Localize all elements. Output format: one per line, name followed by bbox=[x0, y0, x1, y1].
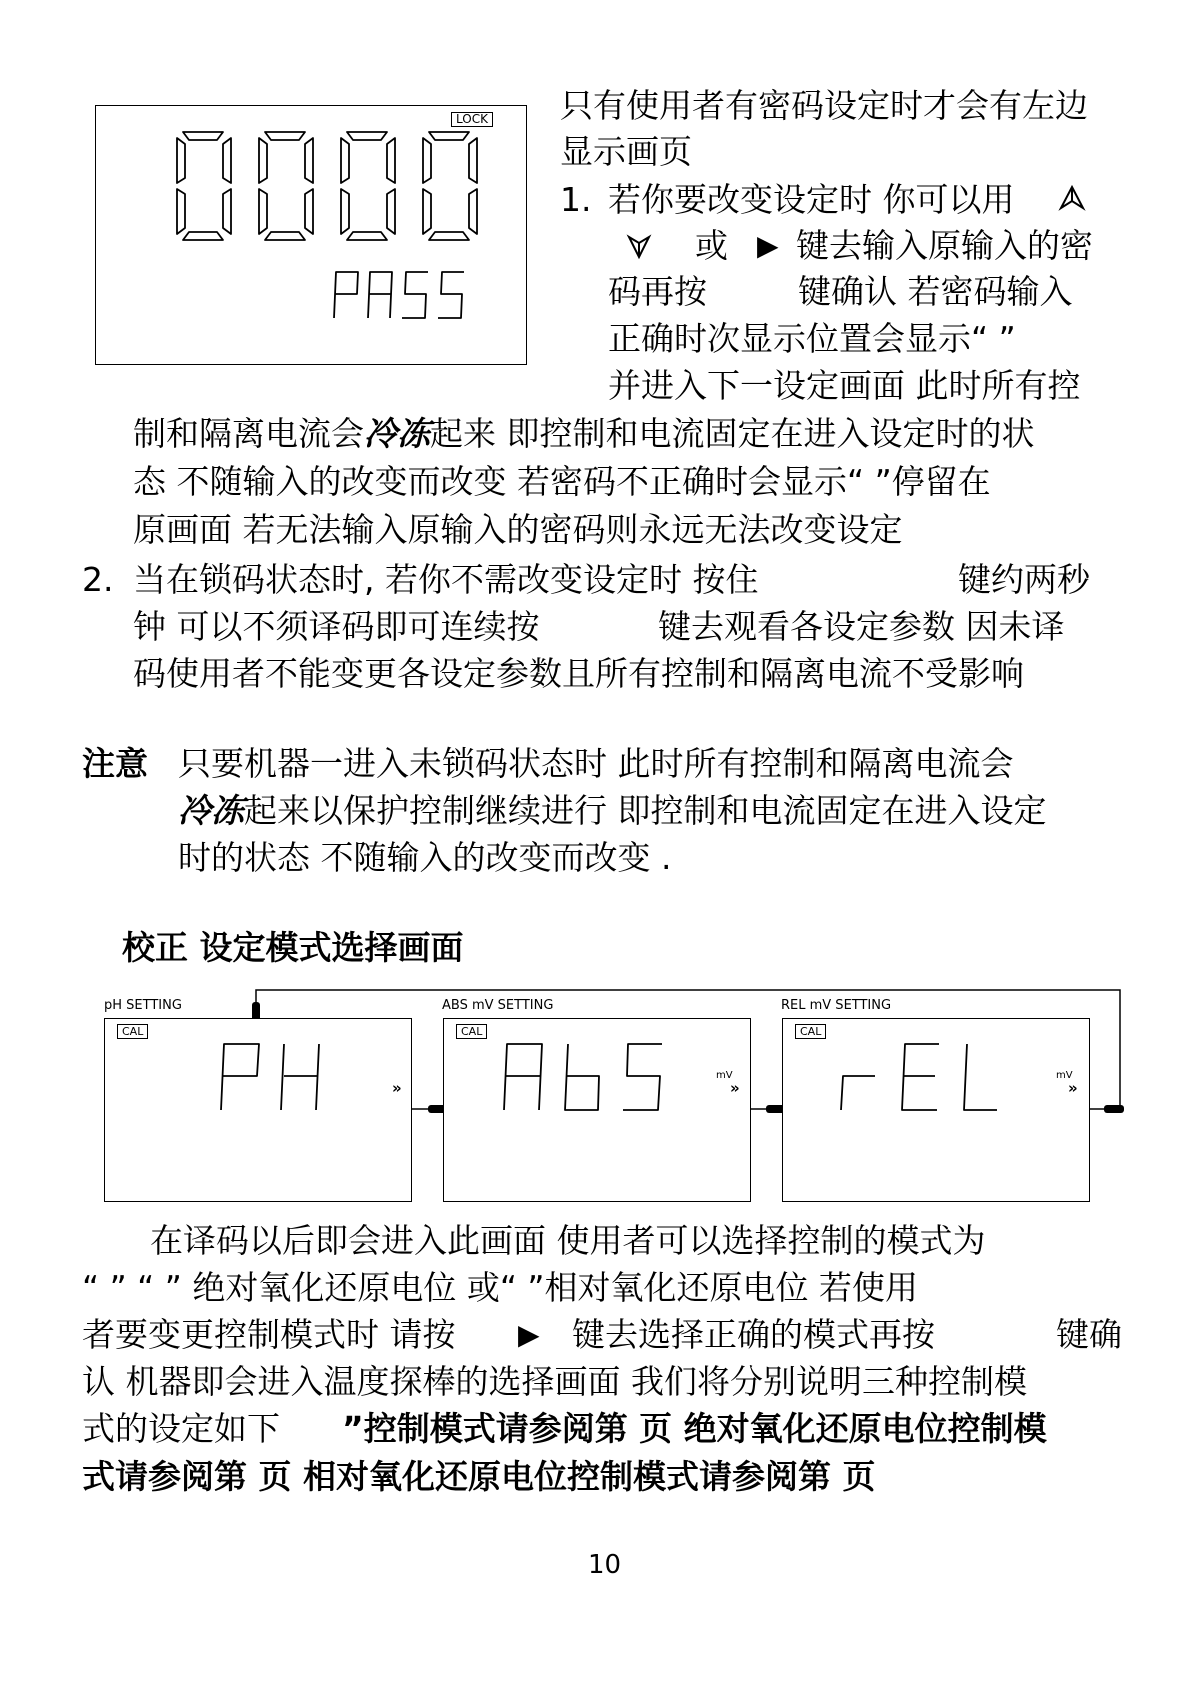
lock-tag: LOCK bbox=[451, 112, 493, 127]
freeze-word-1: 冷冻 bbox=[364, 414, 430, 453]
mv-unit-2: mV bbox=[1056, 1070, 1073, 1081]
intro-line-2: 显示画页 bbox=[560, 132, 692, 171]
item1-line-6b: 起来 即控制和电流固定在进入设定时的状 bbox=[430, 414, 1035, 453]
item1-line-2-rest: 键去输入原输入的密 bbox=[796, 226, 1093, 265]
item1-line-6a: 制和隔离电流会 bbox=[133, 414, 364, 453]
item2-number: 2. bbox=[82, 560, 114, 599]
ph-setting-caption: pH SETTING bbox=[104, 998, 182, 1013]
next-arrow-icon-3: » bbox=[1068, 1079, 1078, 1097]
item1-line-7: 态 不随输入的改变而改变 若密码不正确时会显示“ ”停留在 bbox=[133, 462, 991, 501]
item1-line-3b: 键确认 若密码输入 bbox=[798, 272, 1073, 311]
item2-line-2a: 钟 可以不须译码即可连续按 bbox=[133, 607, 540, 646]
right-triangle-icon-2: ▶ bbox=[518, 1318, 540, 1351]
item1-line-4: 正确时次显示位置会显示“ ” bbox=[608, 319, 1016, 358]
item1-line-5: 并进入下一设定画面 此时所有控 bbox=[608, 366, 1081, 405]
freeze-word-2: 冷冻 bbox=[178, 791, 244, 830]
item2-line-2b: 键去观看各设定参数 因未译 bbox=[658, 607, 1065, 646]
item2-line-3: 码使用者不能变更各设定参数且所有控制和隔离电流不受影响 bbox=[133, 654, 1024, 693]
item2-line-1b: 键约两秒 bbox=[958, 560, 1090, 599]
bottom-line-5b: ”控制模式请参阅第 页 绝对氧化还原电位控制模 bbox=[342, 1409, 1047, 1448]
abs-segment-display bbox=[498, 1040, 668, 1112]
item1-line-3a: 码再按 bbox=[608, 272, 707, 311]
bottom-line-2: “ ” “ ” 绝对氧化还原电位 或“ ”相对氧化还原电位 若使用 bbox=[82, 1268, 919, 1307]
mv-unit-1: mV bbox=[716, 1070, 733, 1081]
bottom-line-3a: 者要变更控制模式时 请按 bbox=[82, 1315, 456, 1354]
item1-line-2-or: 或 bbox=[695, 226, 728, 265]
bottom-line-4: 认 机器即会进入温度探棒的选择画面 我们将分别说明三种控制模 bbox=[82, 1362, 1027, 1401]
section-title: 校正 设定模式选择画面 bbox=[122, 928, 464, 967]
abs-mv-setting-caption: ABS mV SETTING bbox=[442, 998, 554, 1013]
bottom-line-1: 在译码以后即会进入此画面 使用者可以选择控制的模式为 bbox=[150, 1221, 986, 1260]
intro-line-1: 只有使用者有密码设定时才会有左边 bbox=[560, 86, 1088, 125]
bottom-line-3c: 键确 bbox=[1056, 1315, 1122, 1354]
ph-segment-display bbox=[215, 1040, 335, 1112]
note-label: 注意 bbox=[82, 744, 148, 783]
rel-mv-setting-caption: REL mV SETTING bbox=[781, 998, 892, 1013]
note-line-3: 时的状态 不随输入的改变而改变 . bbox=[178, 838, 672, 877]
cal-tag-2: CAL bbox=[456, 1024, 487, 1039]
cal-tag-3: CAL bbox=[795, 1024, 826, 1039]
next-arrow-icon-2: » bbox=[730, 1079, 740, 1097]
bottom-line-5a: 式的设定如下 bbox=[82, 1409, 280, 1448]
right-triangle-icon: ▶ bbox=[757, 229, 779, 262]
bottom-line-6: 式请参阅第 页 相对氧化还原电位控制模式请参阅第 页 bbox=[82, 1457, 876, 1496]
rel-segment-display bbox=[835, 1040, 1005, 1112]
item1-line-1: 若你要改变设定时 你可以用 bbox=[608, 180, 1015, 219]
item1-line-8: 原画面 若无法输入原输入的密码则永远无法改变设定 bbox=[133, 510, 903, 549]
note-line-1: 只要机器一进入未锁码状态时 此时所有控制和隔离电流会 bbox=[178, 744, 1014, 783]
next-arrow-icon-1: » bbox=[392, 1079, 402, 1097]
note-line-2-rest: 起来以保护控制继续进行 即控制和电流固定在进入设定 bbox=[244, 791, 1047, 830]
bottom-line-3b: 键去选择正确的模式再按 bbox=[572, 1315, 935, 1354]
item2-line-1a: 当在锁码状态时, 若你不需改变设定时 按住 bbox=[133, 560, 759, 599]
cal-tag-1: CAL bbox=[117, 1024, 148, 1039]
page-number: 10 bbox=[588, 1550, 622, 1580]
item1-number: 1. bbox=[560, 180, 592, 219]
